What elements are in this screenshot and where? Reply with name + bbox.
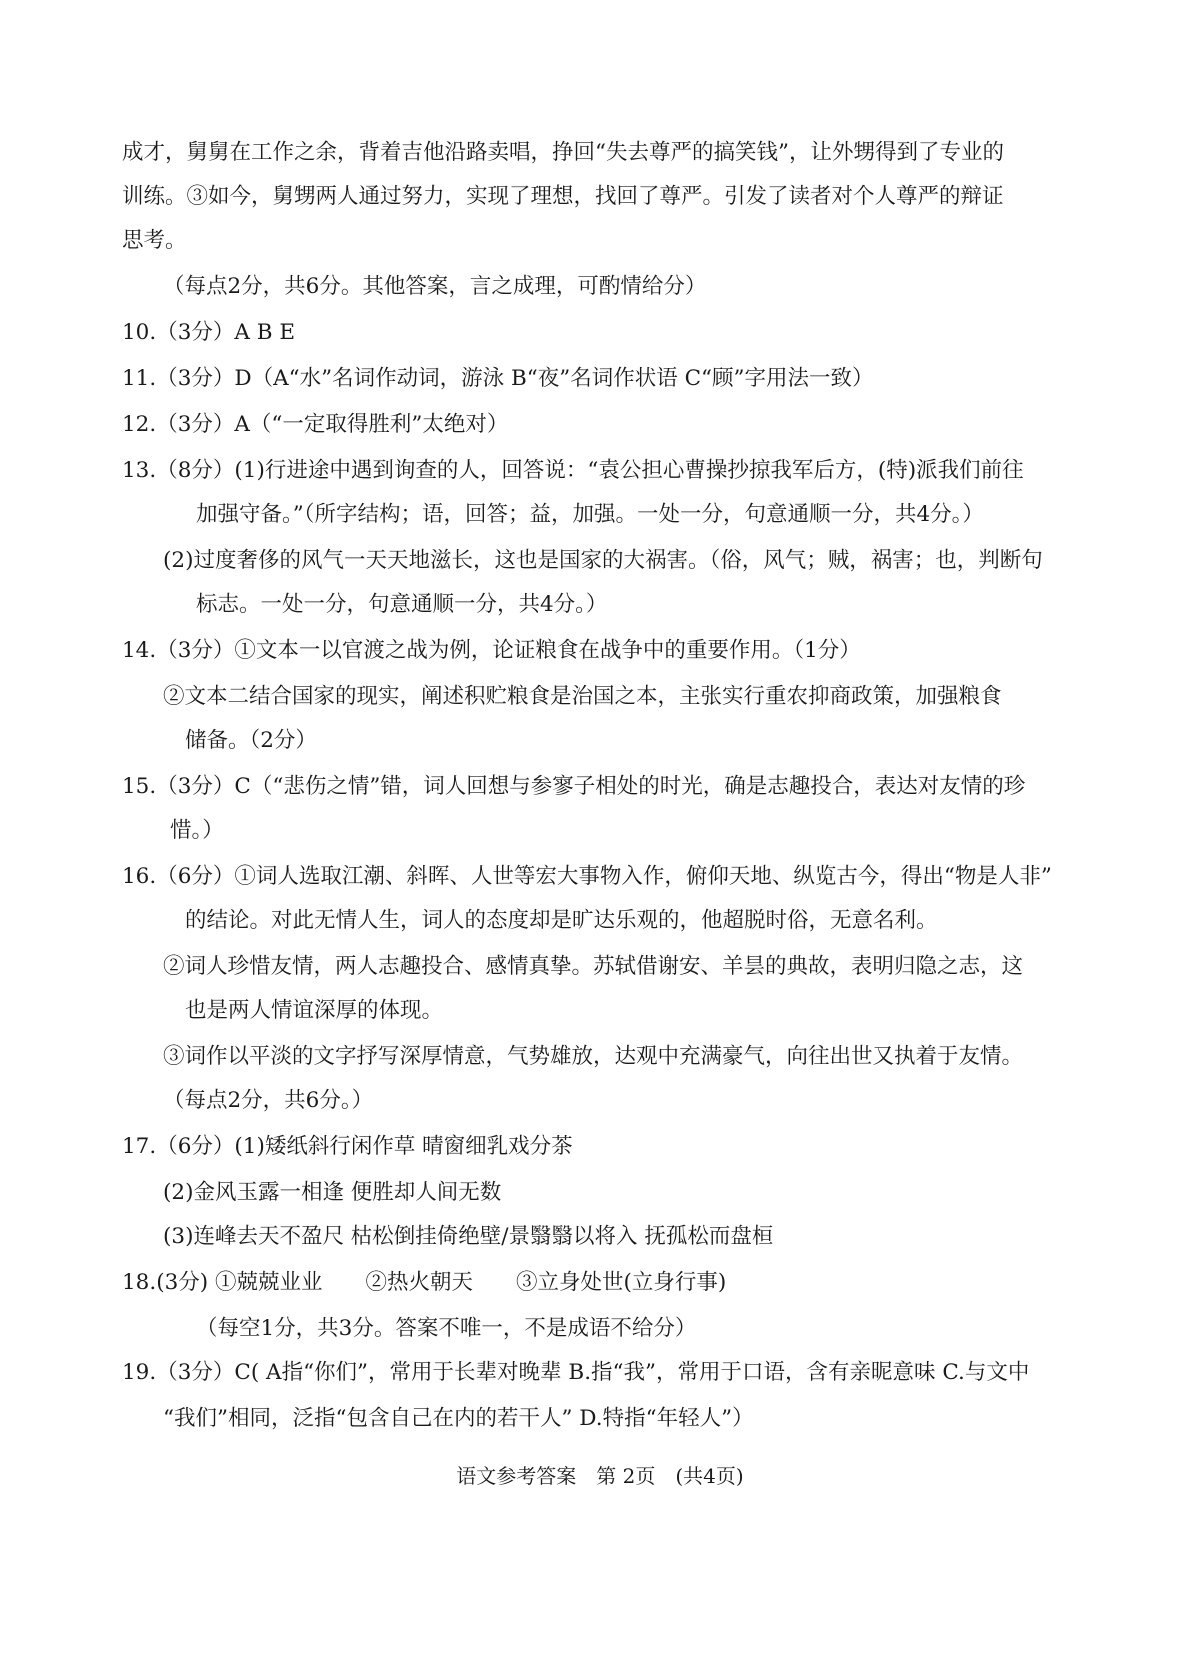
scoring-note-9: （每点2分，共6分。其他答案，言之成理，可酌情给分） xyxy=(163,274,707,299)
answer-13-part2-cont: 标志。一处一分，句意通顺一分，共4分。） xyxy=(196,592,608,617)
page-footer: 语文参考答案 第 2页 (共4页) xyxy=(456,1464,744,1488)
answer-15: 15.（3分）C（“悲伤之情”错，词人回想与参寥子相处的时光，确是志趣投合，表达对友情的珍 xyxy=(122,774,1026,799)
answer-14-point1: 14.（3分）①文本一以官渡之战为例，论证粮食在战争中的重要作用。（1分） xyxy=(122,638,861,663)
scoring-note-16: （每点2分，共6分。） xyxy=(163,1088,374,1113)
answer-19-cont: “我们”相同，泛指“包含自己在内的若干人” D.特指“年轻人”） xyxy=(163,1406,754,1431)
answer-10: 10.（3分）A B E xyxy=(122,320,296,345)
answer-11: 11.（3分）D（A“水”名词作动词，游泳 B“夜”名词作状语 C“顾”字用法一致） xyxy=(122,366,874,391)
answer-17-part3: (3)连峰去天不盈尺 枯松倒挂倚绝壁/景翳翳以将入 抚孤松而盘桓 xyxy=(163,1224,774,1249)
answer-14-point2: ②文本二结合国家的现实，阐述积贮粮食是治国之本，主张实行重农抑商政策，加强粮食 xyxy=(163,684,1002,709)
text-line-3: 思考。 xyxy=(122,228,187,253)
answer-16-point3: ③词作以平淡的文字抒写深厚情意，气势雄放，达观中充满豪气，向往出世又执着于友情。 xyxy=(163,1044,1024,1069)
answer-17-part1: 17.（6分）(1)矮纸斜行闲作草 晴窗细乳戏分茶 xyxy=(122,1134,573,1159)
answer-16-point2-cont: 也是两人情谊深厚的体现。 xyxy=(185,998,444,1023)
answer-16-point1-cont: 的结论。对此无情人生，词人的态度却是旷达乐观的，他超脱时俗，无意名利。 xyxy=(185,908,938,933)
answer-13-part1: 13.（8分）(1)行进途中遇到询查的人，回答说：“袁公担心曹操抄掠我军后方，(特)派我们前往 xyxy=(122,458,1024,483)
answer-13-part2: (2)过度奢侈的风气一天天地滋长，这也是国家的大祸害。（俗，风气；贼，祸害；也，判断句 xyxy=(163,548,1043,573)
answer-12: 12.（3分）A（“一定取得胜利”太绝对） xyxy=(122,412,509,437)
answer-15-cont: 惜。） xyxy=(170,818,224,843)
answer-18: 18.(3分) ①兢兢业业 ②热火朝天 ③立身处世(立身行事) xyxy=(122,1270,727,1295)
text-line-2: 训练。③如今，舅甥两人通过努力，实现了理想，找回了尊严。引发了读者对个人尊严的辩证 xyxy=(122,184,1004,209)
answer-13-part1-cont: 加强守备。”（所字结构；语，回答；益，加强。一处一分，句意通顺一分，共4分。） xyxy=(196,502,984,527)
scoring-note-18: （每空1分，共3分。答案不唯一，不是成语不给分） xyxy=(196,1316,697,1341)
answer-17-part2: (2)金风玉露一相逢 便胜却人间无数 xyxy=(163,1180,502,1205)
answer-14-point2-cont: 储备。（2分） xyxy=(185,728,317,753)
text-line-1: 成才，舅舅在工作之余，背着吉他沿路卖唱，挣回“失去尊严的搞笑钱”，让外甥得到了专业的 xyxy=(122,140,1004,165)
answer-19: 19.（3分）C( A指“你们”，常用于长辈对晚辈 B.指“我”，常用于口语，含有亲昵意味 C.与文中 xyxy=(122,1360,1030,1385)
answer-16-point2: ②词人珍惜友情，两人志趣投合、感情真挚。苏轼借谢安、羊昙的典故，表明归隐之志，这 xyxy=(163,954,1024,979)
answer-16-point1: 16.（6分）①词人选取江潮、斜晖、人世等宏大事物入作，俯仰天地、纵览古今，得出“物是人非” xyxy=(122,864,1052,889)
